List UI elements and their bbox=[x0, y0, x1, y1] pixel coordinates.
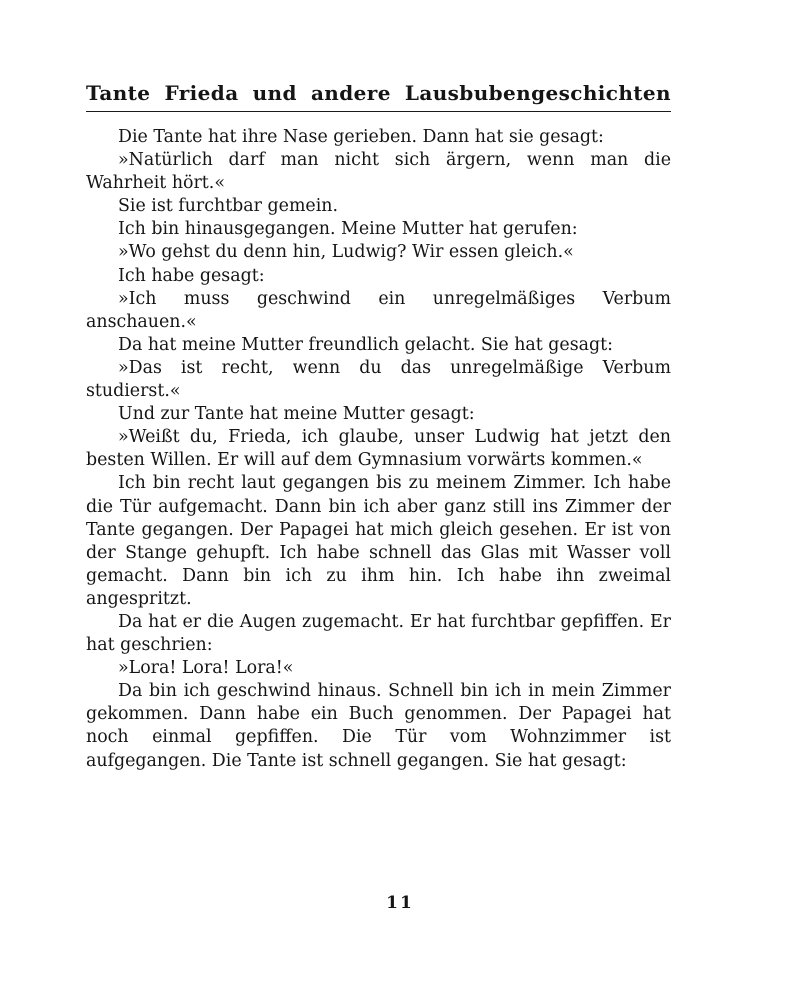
running-head-title: Tante Frieda und andere Lausbubengeschichten bbox=[86, 81, 671, 105]
book-page bbox=[86, 78, 671, 773]
paragraph: »Das ist recht, wenn du das unregelmäßige Verbum studierst.« bbox=[86, 357, 671, 402]
paragraph: »Lora! Lora! Lora!« bbox=[118, 658, 294, 679]
page-number: 11 bbox=[386, 893, 414, 913]
paragraph: Die Tante hat ihre Nase gerieben. Dann hat sie gesagt: bbox=[118, 127, 604, 147]
paragraph: Sie ist furchtbar gemein. bbox=[118, 196, 339, 217]
paragraph: »Weißt du, Frieda, ich glaube, unser Ludwig hat jetzt den besten Willen. Er will auf dem Gymnasium vorwärts kommen.« bbox=[86, 427, 671, 471]
paragraph: Ich bin hinausgegangen. Meine Mutter hat gerufen: bbox=[118, 219, 578, 240]
paragraph: Und zur Tante hat meine Mutter gesagt: bbox=[118, 404, 475, 425]
paragraph: Da hat er die Augen zugemacht. Er hat furchtbar gepfiffen. Er hat geschrien: bbox=[86, 611, 671, 656]
paragraph: Ich bin recht laut gegangen bis zu meinem Zimmer. Ich habe die Tür aufgemacht. Dann bin ich aber ganz still ins Zimmer der Tante gegangen. Der Papagei hat mich gleich gesehen. Er ist von der Stange gehupft. Ich habe schnell das Glas mit Wasser voll gemacht. Dann bin ich zu ihm hin. Ich habe ihn zweimal angespritzt. bbox=[86, 473, 671, 609]
paragraph: Da bin ich geschwind hinaus. Schnell bin ich in mein Zimmer gekommen. Dann habe ein Buch genommen. Der Papagei hat noch einmal gepfiffen. Die Tür vom Wohnzimmer ist aufgegangen. Die Tante ist schnell gegangen. Sie hat gesagt: bbox=[86, 681, 671, 771]
paragraph: »Ich muss geschwind ein unregelmäßiges Verbum anschauen.« bbox=[86, 288, 671, 332]
paragraph: Ich habe gesagt: bbox=[118, 265, 265, 286]
header-rule bbox=[86, 111, 671, 112]
paragraph: »Wo gehst du denn hin, Ludwig? Wir essen gleich.« bbox=[118, 242, 574, 263]
paragraph: Da hat meine Mutter freundlich gelacht. Sie hat gesagt: bbox=[118, 334, 613, 355]
paragraph: »Natürlich darf man nicht sich ärgern, wenn man die Wahrheit hört.« bbox=[86, 150, 671, 194]
body-text bbox=[86, 126, 671, 773]
